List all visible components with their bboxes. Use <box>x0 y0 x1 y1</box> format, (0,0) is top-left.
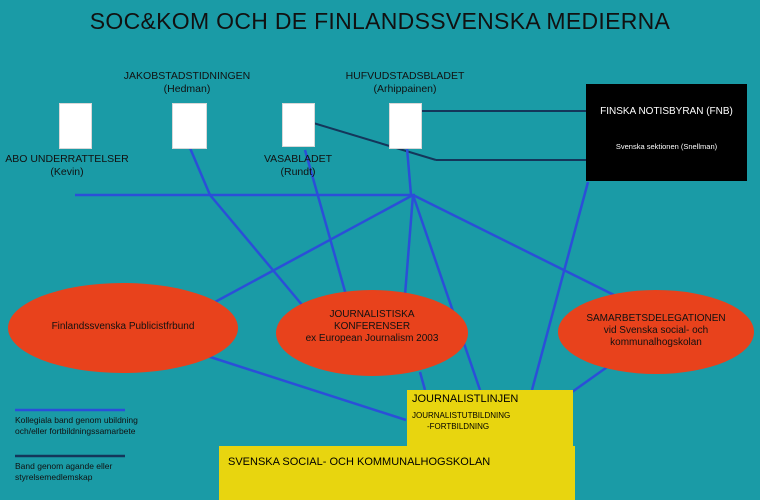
journalistlinjen-line2: -FORTBILDNING <box>427 422 490 431</box>
oval-text: vid Svenska social- och <box>603 325 709 336</box>
newspaper-name: VASABLADET <box>263 153 333 165</box>
newspaper-person: (Kevin) <box>50 166 84 178</box>
legend-text: Kollegiala band genom ubildning <box>15 415 138 425</box>
oval-text: kommunalhogskolan <box>610 337 702 348</box>
oval-text: JOURNALISTISKA <box>329 309 415 320</box>
hufvudstadsbladet-icon <box>389 103 422 149</box>
legend-text: Band genom agande eller <box>15 461 113 471</box>
newspaper-person: (Hedman) <box>163 83 211 95</box>
link-samarbetsdelegationen-journalistlinjen <box>572 365 610 392</box>
newspaper-person: (Rundt) <box>280 166 316 178</box>
fnb-box <box>586 84 747 181</box>
jakobstadstidningen-icon <box>172 103 207 149</box>
oval-text: SAMARBETSDELEGATIONEN <box>586 313 726 324</box>
oval-text: ex European Journalism 2003 <box>305 333 439 344</box>
newspaper-person: (Arhippainen) <box>373 83 437 95</box>
link-band-konferenser <box>210 195 303 306</box>
link-hub-konferenser <box>405 195 413 295</box>
legend-collegial <box>15 415 215 437</box>
jakobstadstidningen-label <box>122 70 252 96</box>
oval-text: Finlandssvenska Publicistfrbund <box>51 321 195 332</box>
page-title: SOC&KOM OCH DE FINLANDSSVENSKA MEDIERNA <box>89 8 671 34</box>
fnb-title: FINSKA NOTISBYRAN (FNB) <box>600 106 733 117</box>
journalistlinjen-line1: JOURNALISTUTBILDNING <box>412 411 511 420</box>
konferenser-oval <box>276 290 468 376</box>
newspaper-name: JAKOBSTADSTIDNINGEN <box>123 70 251 82</box>
abo-underrattelser-icon <box>59 103 92 149</box>
publicistforbund-oval <box>8 283 238 373</box>
journalistlinjen-box <box>407 390 573 446</box>
social-kommunalhogskolan-box <box>219 446 575 500</box>
samarbetsdelegationen-oval <box>558 290 754 374</box>
legend-text: och/eller fortbildningssamarbete <box>15 426 136 436</box>
school-label: SVENSKA SOCIAL- OCH KOMMUNALHOGSKOLAN <box>228 456 491 468</box>
oval-text: KONFERENSER <box>333 321 411 332</box>
vasabladet-icon <box>282 103 315 147</box>
legend-text: styrelsemedlemskap <box>15 472 93 482</box>
journalistlinjen-title: JOURNALISTLINJEN <box>412 393 519 405</box>
link-jakobstad-band <box>190 148 210 195</box>
newspaper-name: ABO UNDERRATTELSER <box>5 153 129 165</box>
abo-underrattelser-label <box>2 153 132 179</box>
fnb-subtitle: Svenska sektionen (Snellman) <box>615 142 718 151</box>
link-konferenser-journalistlinjen <box>420 372 425 390</box>
vasabladet-label <box>248 153 348 179</box>
link-hub-publicistforbund <box>215 195 413 302</box>
legend-ownership <box>15 461 215 483</box>
newspaper-name: HUFVUDSTADSBLADET <box>345 70 465 82</box>
hufvudstadsbladet-label <box>340 70 470 96</box>
link-hbl-hub <box>407 148 411 195</box>
